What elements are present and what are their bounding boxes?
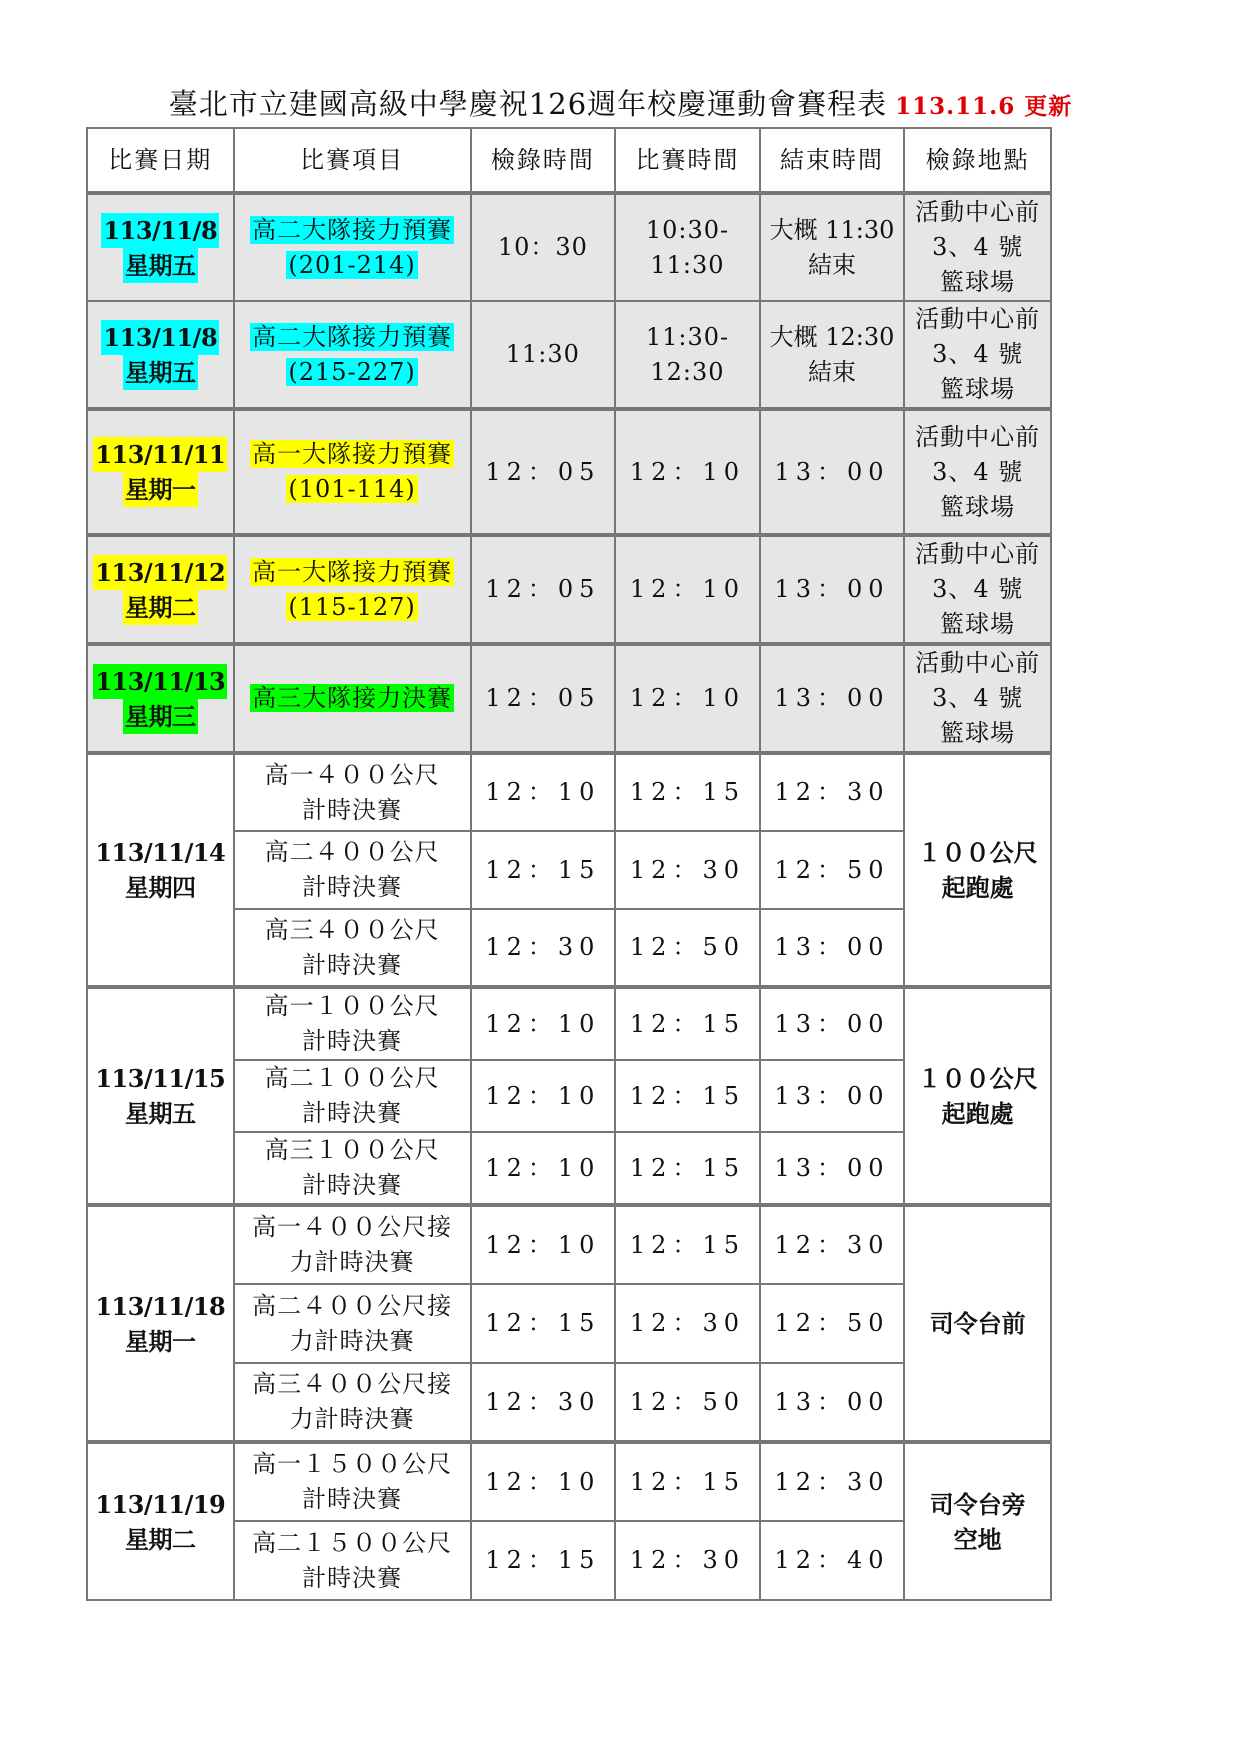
location-line: 籃球場 bbox=[940, 268, 1016, 296]
event-type: 計時決賽 bbox=[302, 950, 403, 979]
end-time-cell: 13：00 bbox=[760, 909, 905, 987]
event-type: 力計時決賽 bbox=[289, 1326, 415, 1355]
end-time-suffix: 結束 bbox=[808, 357, 857, 386]
end-time-cell bbox=[760, 193, 905, 301]
table-row bbox=[87, 301, 1051, 409]
end-time-cell: 13：00 bbox=[760, 987, 905, 1060]
event-type: 計時決賽 bbox=[302, 1171, 403, 1199]
event-name: 高二４００公尺接 bbox=[252, 1291, 453, 1320]
event-name: 高二１５００公尺 bbox=[252, 1528, 453, 1557]
event-cell bbox=[234, 987, 471, 1060]
location-cell bbox=[904, 644, 1051, 753]
location-line: 起跑處 bbox=[941, 1099, 1014, 1128]
location-line: 起跑處 bbox=[941, 873, 1014, 902]
end-time-cell: 13：00 bbox=[760, 535, 905, 644]
table-row bbox=[87, 1205, 1051, 1284]
end-time-cell: 13：00 bbox=[760, 409, 905, 535]
date-cell bbox=[87, 193, 234, 301]
update-note: 113.11.6 更新 bbox=[895, 93, 1073, 120]
race-time-cell: 12：15 bbox=[615, 753, 760, 831]
event-name: 高三大隊接力決賽 bbox=[252, 684, 453, 712]
checkin-time-cell: 12：15 bbox=[471, 831, 616, 909]
date-cell bbox=[87, 1205, 234, 1442]
end-time-cell bbox=[760, 301, 905, 409]
location-line: １００公尺 bbox=[917, 1064, 1038, 1093]
location-line: 籃球場 bbox=[940, 492, 1016, 521]
race-time-cell: 12：15 bbox=[615, 1205, 760, 1284]
date-text: 113/11/14 bbox=[95, 838, 226, 867]
date-text: 113/11/19 bbox=[95, 1489, 226, 1519]
date-text: 113/11/15 bbox=[95, 1064, 226, 1093]
date-cell bbox=[87, 753, 234, 987]
date-cell bbox=[87, 1442, 234, 1600]
checkin-time-cell: 12：10 bbox=[471, 1132, 616, 1205]
end-time-cell: 12：50 bbox=[760, 831, 905, 909]
checkin-time-cell: 12：05 bbox=[471, 535, 616, 644]
location-line: 活動中心前 bbox=[915, 422, 1041, 451]
race-time-cell: 12：15 bbox=[615, 1132, 760, 1205]
weekday-text: 星期三 bbox=[123, 699, 198, 734]
event-name: 高二４００公尺 bbox=[264, 838, 440, 866]
end-time-cell: 12：30 bbox=[760, 1442, 905, 1521]
event-name: 高三４００公尺 bbox=[264, 915, 440, 944]
race-time-cell: 10:30-11:30 bbox=[615, 193, 760, 301]
date-cell bbox=[87, 644, 234, 753]
race-time-cell: 12：10 bbox=[615, 644, 760, 753]
event-type: 力計時決賽 bbox=[289, 1405, 415, 1433]
event-name: 高一大隊接力預賽 bbox=[252, 557, 453, 586]
event-name: 高二大隊接力預賽 bbox=[252, 322, 453, 351]
location-cell bbox=[904, 409, 1051, 535]
location-line: 籃球場 bbox=[940, 719, 1016, 747]
end-time-text: 大概 12:30 bbox=[769, 322, 895, 351]
event-type: 計時決賽 bbox=[302, 795, 403, 824]
weekday-text: 星期一 bbox=[125, 1326, 196, 1356]
location-line: 活動中心前 bbox=[915, 305, 1041, 333]
table-row bbox=[87, 1442, 1051, 1521]
event-name: 高二大隊接力預賽 bbox=[252, 215, 453, 244]
location-cell bbox=[904, 753, 1051, 987]
end-time-text: 大概 11:30 bbox=[769, 215, 895, 244]
event-type: 計時決賽 bbox=[302, 1563, 403, 1592]
end-time-cell: 12：30 bbox=[760, 753, 905, 831]
event-cell bbox=[234, 753, 471, 831]
date-text: 113/11/12 bbox=[93, 555, 227, 590]
location-line: 籃球場 bbox=[940, 610, 1016, 638]
header-checkin-location: 檢錄地點 bbox=[904, 128, 1051, 193]
table-row bbox=[87, 535, 1051, 644]
page-title bbox=[0, 82, 1241, 123]
race-time-cell: 12：15 bbox=[615, 1060, 760, 1132]
race-time-cell: 12：30 bbox=[615, 1284, 760, 1363]
event-cell bbox=[234, 409, 471, 535]
event-type: 計時決賽 bbox=[302, 1099, 403, 1127]
race-time-cell: 12：50 bbox=[615, 909, 760, 987]
header-race-time: 比賽時間 bbox=[615, 128, 760, 193]
checkin-time-cell: 11:30 bbox=[471, 301, 616, 409]
event-name: 高一大隊接力預賽 bbox=[252, 440, 453, 468]
event-classes: (101-114) bbox=[288, 475, 416, 503]
header-end-time: 結束時間 bbox=[760, 128, 905, 193]
header-checkin-time: 檢錄時間 bbox=[471, 128, 616, 193]
event-cell bbox=[234, 301, 471, 409]
location-cell bbox=[904, 1205, 1051, 1442]
race-time-cell: 12：10 bbox=[615, 535, 760, 644]
location-line: 司令台前 bbox=[929, 1309, 1026, 1338]
checkin-time-cell: 12：10 bbox=[471, 1442, 616, 1521]
checkin-time-cell: 12：15 bbox=[471, 1521, 616, 1600]
table-row bbox=[87, 193, 1051, 301]
date-text: 113/11/8 bbox=[101, 320, 219, 355]
location-line: 3、4 號 bbox=[932, 575, 1024, 603]
event-cell bbox=[234, 535, 471, 644]
location-cell bbox=[904, 301, 1051, 409]
date-cell bbox=[87, 535, 234, 644]
event-type: 力計時決賽 bbox=[289, 1248, 415, 1276]
weekday-text: 星期五 bbox=[125, 1099, 196, 1128]
end-time-cell: 13：00 bbox=[760, 644, 905, 753]
location-line: 活動中心前 bbox=[915, 540, 1041, 568]
event-name: 高一１００公尺 bbox=[264, 992, 440, 1020]
event-cell bbox=[234, 193, 471, 301]
event-cell bbox=[234, 1205, 471, 1284]
end-time-cell: 13：00 bbox=[760, 1363, 905, 1442]
location-line: 空地 bbox=[953, 1524, 1002, 1554]
race-time-cell: 12：30 bbox=[615, 831, 760, 909]
location-line: 3、4 號 bbox=[932, 340, 1024, 368]
event-cell bbox=[234, 1363, 471, 1442]
event-cell bbox=[234, 1442, 471, 1521]
checkin-time-cell: 12：10 bbox=[471, 987, 616, 1060]
location-cell bbox=[904, 535, 1051, 644]
header-date: 比賽日期 bbox=[87, 128, 234, 193]
weekday-text: 星期二 bbox=[123, 590, 198, 625]
event-type: 計時決賽 bbox=[302, 873, 403, 901]
race-time-cell: 12：30 bbox=[615, 1521, 760, 1600]
end-time-cell: 13：00 bbox=[760, 1132, 905, 1205]
checkin-time-cell: 12：15 bbox=[471, 1284, 616, 1363]
checkin-time-cell: 12：30 bbox=[471, 1363, 616, 1442]
event-type: 計時決賽 bbox=[302, 1027, 403, 1055]
location-line: 籃球場 bbox=[940, 375, 1016, 403]
end-time-cell: 12：30 bbox=[760, 1205, 905, 1284]
date-cell bbox=[87, 409, 234, 535]
header-event: 比賽項目 bbox=[234, 128, 471, 193]
checkin-time-cell: 12：10 bbox=[471, 1205, 616, 1284]
event-classes: (201-214) bbox=[288, 250, 416, 279]
location-line: 活動中心前 bbox=[915, 198, 1041, 226]
weekday-text: 星期二 bbox=[125, 1524, 196, 1554]
header-row bbox=[87, 128, 1051, 193]
table-row bbox=[87, 409, 1051, 535]
event-cell bbox=[234, 1521, 471, 1600]
event-type: 計時決賽 bbox=[302, 1485, 403, 1513]
checkin-time-cell: 12：10 bbox=[471, 1060, 616, 1132]
location-line: 司令台旁 bbox=[929, 1489, 1026, 1519]
event-cell bbox=[234, 831, 471, 909]
end-time-cell: 13：00 bbox=[760, 1060, 905, 1132]
weekday-text: 星期四 bbox=[125, 873, 196, 902]
end-time-cell: 12：50 bbox=[760, 1284, 905, 1363]
checkin-time-cell: 12：10 bbox=[471, 753, 616, 831]
schedule-table bbox=[86, 127, 1052, 1601]
date-cell bbox=[87, 301, 234, 409]
event-name: 高三１００公尺 bbox=[264, 1136, 440, 1164]
race-time-cell: 12：50 bbox=[615, 1363, 760, 1442]
race-time-cell: 12：15 bbox=[615, 1442, 760, 1521]
event-name: 高三４００公尺接 bbox=[252, 1370, 453, 1398]
date-text: 113/11/13 bbox=[93, 664, 227, 699]
weekday-text: 星期一 bbox=[123, 472, 198, 507]
location-line: 3、4 號 bbox=[932, 684, 1024, 712]
location-cell bbox=[904, 987, 1051, 1205]
event-name: 高一１５００公尺 bbox=[252, 1450, 453, 1478]
date-text: 113/11/11 bbox=[93, 437, 227, 472]
weekday-text: 星期五 bbox=[123, 355, 198, 390]
title-main: 臺北市立建國高級中學慶祝126週年校慶運動會賽程表 bbox=[168, 87, 888, 121]
event-cell bbox=[234, 1132, 471, 1205]
weekday-text: 星期五 bbox=[123, 248, 198, 283]
event-cell bbox=[234, 1284, 471, 1363]
date-text: 113/11/18 bbox=[95, 1291, 226, 1321]
location-cell bbox=[904, 193, 1051, 301]
race-time-cell: 12：10 bbox=[615, 409, 760, 535]
date-cell bbox=[87, 987, 234, 1205]
event-name: 高一４００公尺 bbox=[264, 760, 440, 789]
checkin-time-cell: 12：05 bbox=[471, 409, 616, 535]
date-text: 113/11/8 bbox=[101, 213, 219, 248]
table-row bbox=[87, 987, 1051, 1060]
checkin-time-cell: 10：30 bbox=[471, 193, 616, 301]
race-time-cell: 12：15 bbox=[615, 987, 760, 1060]
end-time-suffix: 結束 bbox=[808, 250, 857, 279]
location-line: 3、4 號 bbox=[932, 233, 1024, 261]
race-time-cell: 11:30-12:30 bbox=[615, 301, 760, 409]
checkin-time-cell: 12：30 bbox=[471, 909, 616, 987]
event-classes: (215-227) bbox=[288, 357, 416, 386]
table-row bbox=[87, 753, 1051, 831]
location-line: 3、4 號 bbox=[932, 457, 1024, 486]
event-cell bbox=[234, 909, 471, 987]
location-cell bbox=[904, 1442, 1051, 1600]
event-classes: (115-127) bbox=[288, 592, 416, 621]
event-name: 高一４００公尺接 bbox=[252, 1213, 453, 1241]
location-line: １００公尺 bbox=[917, 838, 1038, 867]
table-row bbox=[87, 644, 1051, 753]
event-cell bbox=[234, 644, 471, 753]
checkin-time-cell: 12：05 bbox=[471, 644, 616, 753]
location-line: 活動中心前 bbox=[915, 649, 1041, 677]
event-name: 高二１００公尺 bbox=[264, 1064, 440, 1092]
end-time-cell: 12：40 bbox=[760, 1521, 905, 1600]
event-cell bbox=[234, 1060, 471, 1132]
